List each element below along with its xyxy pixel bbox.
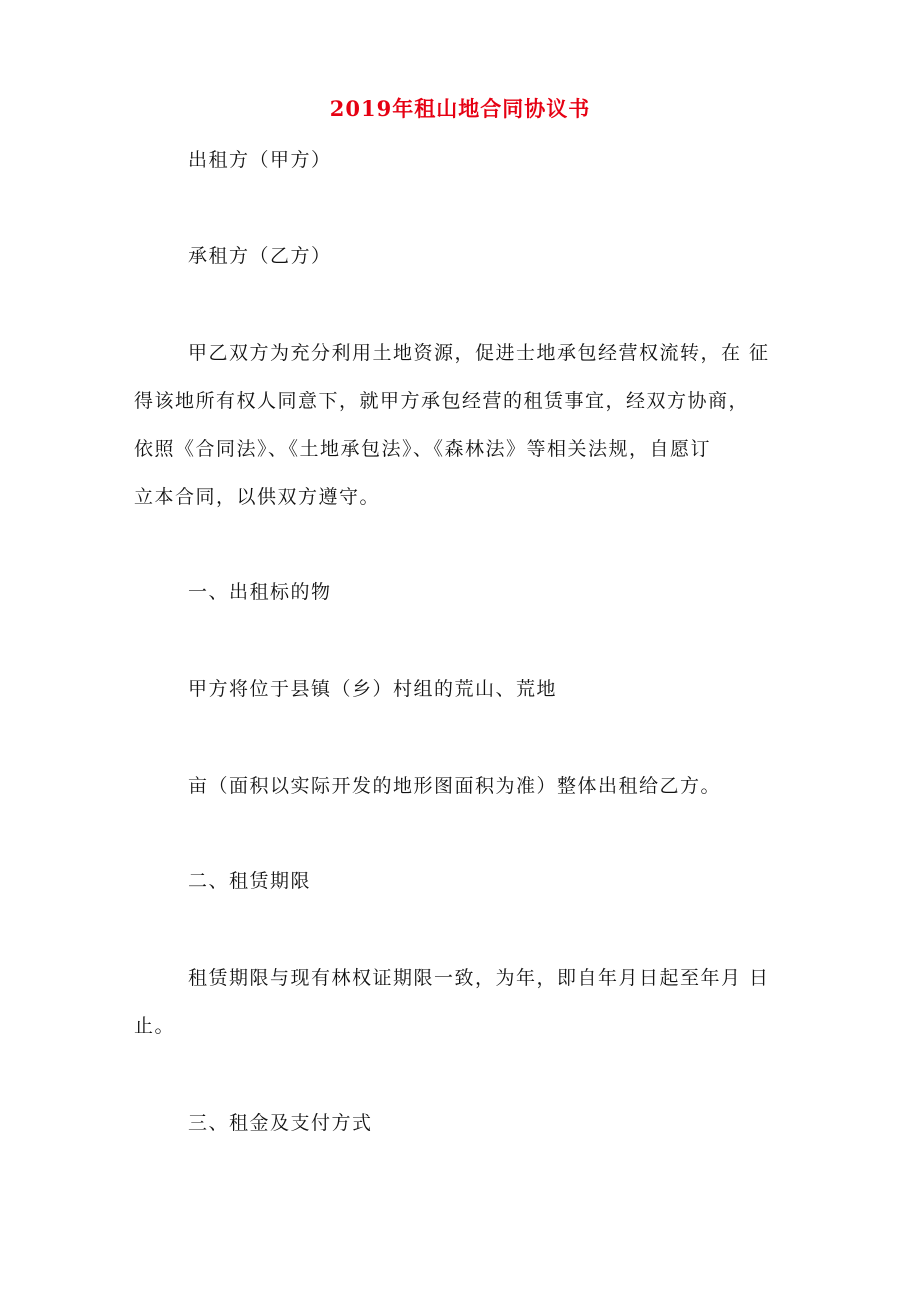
section-2-line-2: 止。 bbox=[134, 1015, 176, 1037]
section-2-heading: 二、租赁期限 bbox=[188, 870, 312, 892]
section-1-line-1: 甲方将位于县镇（乡）村组的荒山、荒地 bbox=[188, 678, 558, 700]
preamble-line-4: 立本合同，以供双方遵守。 bbox=[134, 486, 381, 508]
section-1-heading: 一、出租标的物 bbox=[188, 581, 332, 603]
preamble-line-1: 甲乙双方为充分利用土地资源，促进士地承包经营权流转，在 征 bbox=[188, 342, 770, 364]
section-3-heading: 三、租金及支付方式 bbox=[188, 1112, 373, 1134]
document-title: 2019年租山地合同协议书 bbox=[329, 96, 591, 121]
preamble-line-3: 依照《合同法》、《土地承包法》、《森林法》等相关法规，自愿订 bbox=[134, 438, 712, 460]
party-b-label: 承租方（乙方） bbox=[188, 245, 332, 267]
section-2-line-1: 租赁期限与现有林权证期限一致，为年，即自年月日起至年月 日 bbox=[188, 967, 770, 989]
section-1-line-2: 亩（面积以实际开发的地形图面积为准）整体出租给乙方。 bbox=[188, 775, 722, 797]
party-a-label: 出租方（甲方） bbox=[188, 149, 332, 171]
preamble-line-2: 得该地所有权人同意下，就甲方承包经营的租赁事宜，经双方协商， bbox=[134, 390, 750, 412]
